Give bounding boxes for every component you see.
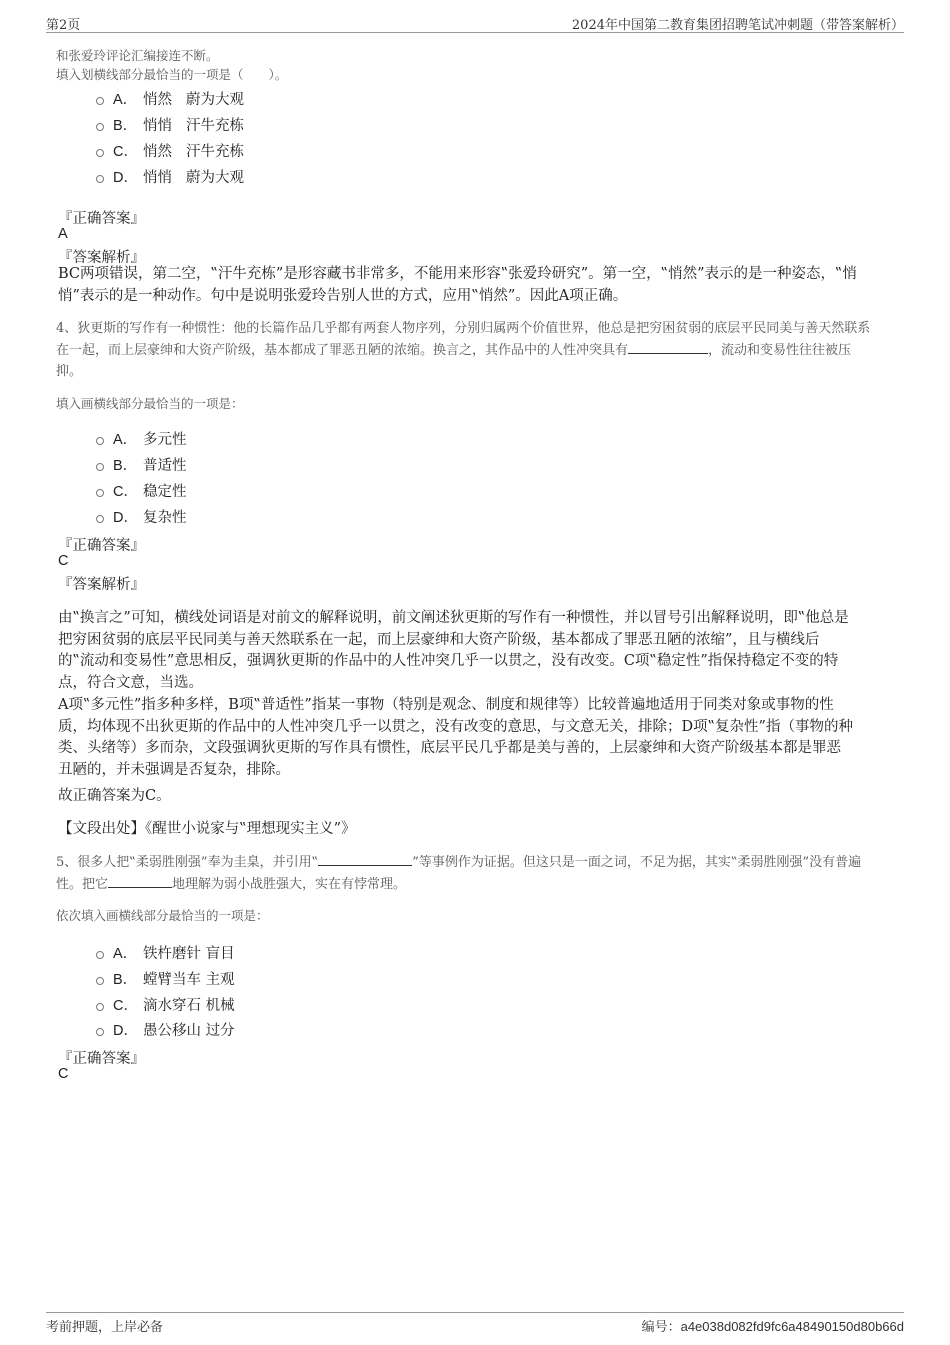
radio-icon[interactable]	[96, 1003, 104, 1011]
q3-option-b[interactable]: B． 悄悄 汗牛充栋	[96, 114, 244, 135]
q3-stem-tail: 和张爱玲评论汇编接连不断。	[56, 48, 219, 63]
q4-stem: 4、狄更斯的写作有一种惯性：他的长篇作品几乎都有两套人物序列，分别归属两个价值世界，他总是把穷困贫弱的底层平民同美与善天然联系 在一起，而上层豪绅和大资产阶级，基本都成了罪恶丑陋的浓缩。换言之，其作品中的人性冲突具有 ，流动和变易性往往被压 抑。	[56, 321, 871, 379]
q3-analysis: BC两项错误，第二空，‟汗牛充栋”是形容藏书非常多，不能用来形容‟张爱玲研究”。第一空，‟悄然”表示的是一种姿态，‟悄 悄”表示的是一种动作。句中是说明张爱玲告别人世的方式，应用‟悄然”。因此A项正确。	[58, 266, 857, 304]
q5-answer: C	[58, 1066, 69, 1082]
fill-blank	[108, 873, 172, 888]
q4-analysis-paragraph-2: A项‟多元性”指多种多样，B项‟普适性”指某一事物（特别是观念、制度和规律等）比较普遍地适用于同类对象或事物的性 质，均体现不出狄更斯的作品中的人性冲突几乎一以贯之，没有改变的意思，与文意无关，排除；D项‟复杂性”指（事物的种 类、头绪等）多而杂，文段强调狄更斯的写作具有惯性，底层平民几乎都是美与善的，上层豪绅和大资产阶级基本都是罪恶 丑陋的，并未强调是否复杂，排除。	[58, 697, 853, 778]
q4-source: 【文段出处】《醒世小说家与‟理想现实主义”》	[58, 821, 356, 837]
q5-stem: 5、很多人把‟柔弱胜刚强”奉为圭臬，并引用‟ ”等事例作为证据。但这只是一面之词，不足为据，其实‟柔弱胜刚强”没有普遍 性。把它 地理解为弱小战胜强大，实在有悖常理。	[56, 851, 861, 895]
q4-conclusion: 故正确答案为C。	[58, 788, 171, 804]
q3-answer-label: 『正确答案』	[58, 211, 145, 227]
radio-icon[interactable]	[96, 489, 104, 497]
q3-answer: A	[58, 226, 68, 242]
q3-prompt: 填入划横线部分最恰当的一项是（ ）。	[56, 67, 288, 82]
document-title: 2024年中国第二教育集团招聘笔试冲刺题（带答案解析）	[571, 18, 904, 33]
q5-option-c[interactable]: C． 滴水穿石 机械	[96, 994, 235, 1015]
q4-answer: C	[58, 553, 69, 569]
q4-option-c[interactable]: C． 稳定性	[96, 480, 187, 501]
q3-analysis-label: 『答案解析』	[58, 250, 145, 266]
q5-prompt: 依次填入画横线部分最恰当的一项是：	[56, 908, 269, 923]
radio-icon[interactable]	[96, 175, 104, 183]
radio-icon[interactable]	[96, 149, 104, 157]
radio-icon[interactable]	[96, 123, 104, 131]
q4-option-b[interactable]: B． 普适性	[96, 454, 187, 475]
q4-option-a[interactable]: A． 多元性	[96, 428, 187, 449]
page-header	[46, 12, 904, 33]
footer-slogan: 考前押题，上岸必备	[46, 1320, 164, 1335]
q4-answer-label: 『正确答案』	[58, 538, 145, 554]
q5-option-a[interactable]: A． 铁杵磨针 盲目	[96, 942, 235, 963]
q5-answer-label: 『正确答案』	[58, 1051, 145, 1067]
radio-icon[interactable]	[96, 1028, 104, 1036]
q5-option-d[interactable]: D． 愚公移山 过分	[96, 1019, 235, 1040]
radio-icon[interactable]	[96, 97, 104, 105]
q4-prompt: 填入画横线部分最恰当的一项是：	[56, 396, 244, 411]
radio-icon[interactable]	[96, 515, 104, 523]
q4-option-d[interactable]: D． 复杂性	[96, 506, 187, 527]
q5-option-b[interactable]: B． 螳臂当车 主观	[96, 968, 235, 989]
fill-blank	[628, 339, 708, 354]
q3-option-a[interactable]: A． 悄然 蔚为大观	[96, 88, 244, 109]
q4-analysis-paragraph-1: 由‟换言之”可知，横线处词语是对前文的解释说明，前文阐述狄更斯的写作有一种惯性，并以冒号引出解释说明，即‟他总是 把穷困贫弱的底层平民同美与善天然联系在一起，而上层豪绅和大资产阶级，基本都成了罪恶丑陋的浓缩”，且与横线后 的‟流动和变易性”意思相反，强调狄更斯的作品中的人性冲突几乎一以贯之，没有改变。C项‟稳定性”指保持稳定不变的特 点，符合文意，当选。	[58, 610, 849, 691]
q3-option-d[interactable]: D． 悄悄 蔚为大观	[96, 166, 244, 187]
page-number: 第2页	[46, 18, 81, 33]
fill-blank	[318, 851, 412, 866]
q4-analysis-label: 『答案解析』	[58, 577, 145, 593]
footer-serial: 编号：a4e038d082fd9fc6a48490150d80b66d	[641, 1319, 904, 1335]
radio-icon[interactable]	[96, 951, 104, 959]
radio-icon[interactable]	[96, 463, 104, 471]
q3-option-c[interactable]: C． 悄然 汗牛充栋	[96, 140, 244, 161]
page-footer	[46, 1312, 904, 1339]
radio-icon[interactable]	[96, 437, 104, 445]
radio-icon[interactable]	[96, 977, 104, 985]
